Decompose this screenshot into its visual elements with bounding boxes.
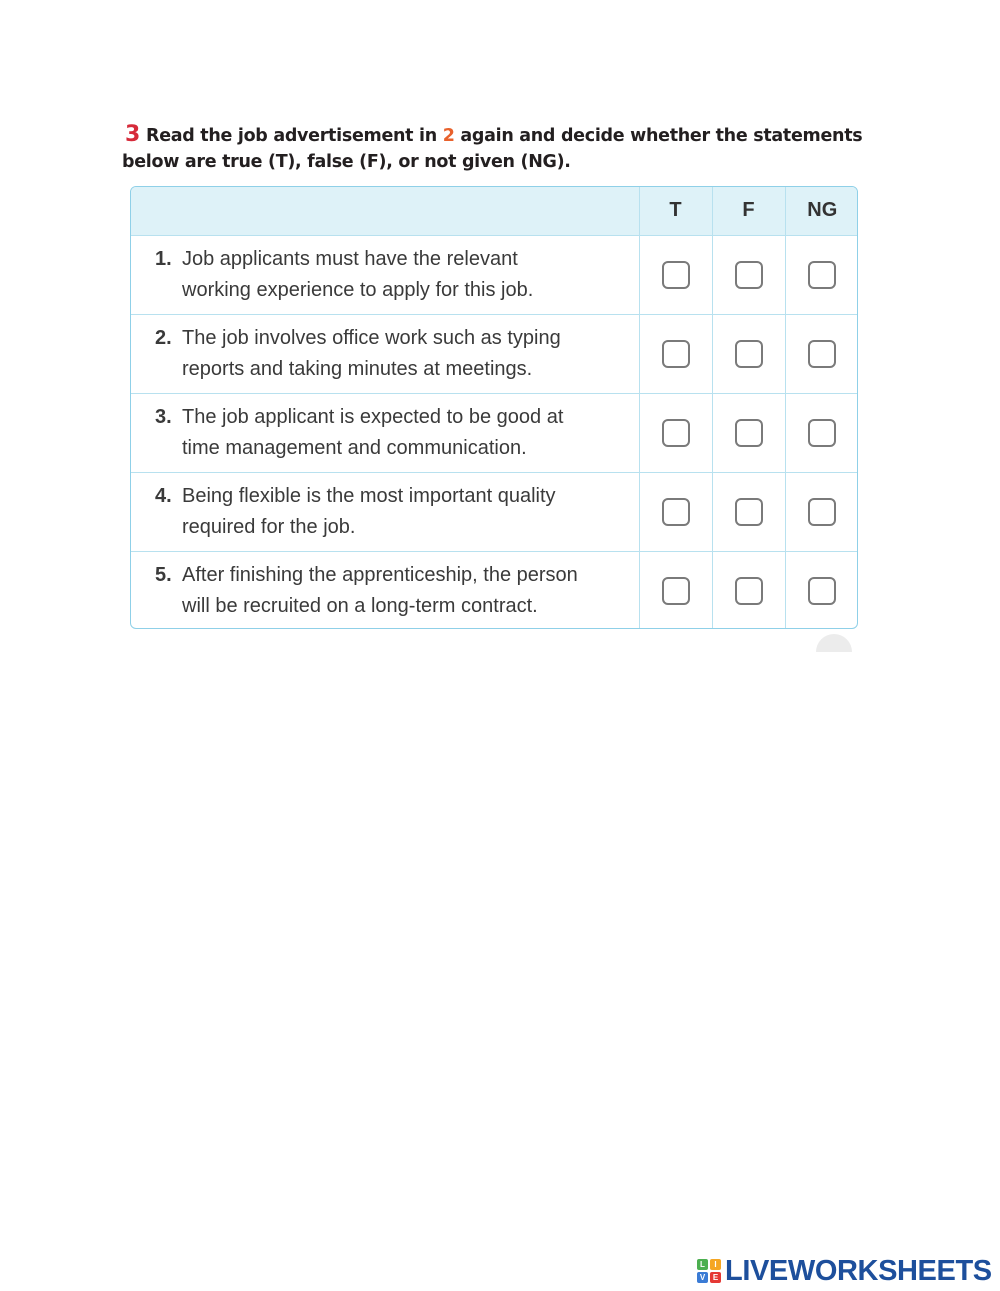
instruction-text-after: again and decide whether the statements below are true (T), false (F), or not given (NG). <box>122 126 863 172</box>
checkbox-false[interactable] <box>735 261 763 289</box>
statement-text <box>182 402 563 464</box>
option-cell-true <box>639 314 712 393</box>
option-cell-true <box>639 472 712 551</box>
option-cell-false <box>712 393 785 472</box>
option-cell-true <box>639 393 712 472</box>
statement-line-2: will be recruited on a long-term contract. <box>182 594 538 617</box>
statement-number: 3. <box>155 405 172 428</box>
logo-mark-letter: E <box>710 1272 721 1283</box>
header-true: T <box>639 187 712 235</box>
option-cell-false <box>712 472 785 551</box>
statement-text <box>182 244 533 306</box>
statement-cell <box>131 314 639 393</box>
header-false: F <box>712 187 785 235</box>
statement-text <box>182 323 561 385</box>
statement-line-2: working experience to apply for this job. <box>182 278 534 301</box>
statement-line-1: The job applicant is expected to be good at <box>182 405 564 428</box>
instruction-text-before: Read the job advertisement in <box>146 126 443 146</box>
checkbox-true[interactable] <box>662 419 690 447</box>
statement-cell <box>131 393 639 472</box>
logo-text: LIVEWORKSHEETS <box>725 1254 992 1287</box>
checkbox-true[interactable] <box>662 577 690 605</box>
logo-mark-letter: I <box>710 1259 721 1270</box>
option-cell-false <box>712 314 785 393</box>
option-cell-false <box>712 551 785 629</box>
logo-mark-icon <box>697 1259 721 1283</box>
option-cell-not-given <box>785 235 858 314</box>
checkbox-true[interactable] <box>662 261 690 289</box>
statement-number: 2. <box>155 326 172 349</box>
option-cell-true <box>639 551 712 629</box>
statement-text <box>182 560 578 622</box>
table-row <box>131 235 858 314</box>
table-row <box>131 472 858 551</box>
exercise-instruction <box>122 122 882 175</box>
option-cell-not-given <box>785 314 858 393</box>
header-statement <box>131 187 639 235</box>
checkbox-not-given[interactable] <box>808 261 836 289</box>
statement-number: 5. <box>155 563 172 586</box>
liveworksheets-logo <box>697 1256 992 1286</box>
exercise-number: 3 <box>125 122 141 147</box>
statement-line-2: required for the job. <box>182 515 356 538</box>
statement-cell <box>131 472 639 551</box>
checkbox-false[interactable] <box>735 577 763 605</box>
statement-line-2: time management and communication. <box>182 436 527 459</box>
statement-line-1: Being flexible is the most important quality <box>182 484 556 507</box>
true-false-table <box>130 186 858 629</box>
checkbox-true[interactable] <box>662 498 690 526</box>
checkbox-false[interactable] <box>735 419 763 447</box>
table-header-row <box>131 187 858 235</box>
checkbox-false[interactable] <box>735 340 763 368</box>
statement-line-1: After finishing the apprenticeship, the person <box>182 563 578 586</box>
statement-cell <box>131 235 639 314</box>
statement-line-1: Job applicants must have the relevant <box>182 247 518 270</box>
option-cell-false <box>712 235 785 314</box>
checkbox-not-given[interactable] <box>808 577 836 605</box>
option-cell-not-given <box>785 472 858 551</box>
logo-mark-letter: L <box>697 1259 708 1270</box>
statement-text <box>182 481 556 543</box>
checkbox-false[interactable] <box>735 498 763 526</box>
checkbox-true[interactable] <box>662 340 690 368</box>
reference-number: 2 <box>442 126 455 146</box>
page-tab-decoration <box>816 634 852 652</box>
option-cell-not-given <box>785 393 858 472</box>
statement-line-1: The job involves office work such as typing <box>182 326 561 349</box>
table-row <box>131 393 858 472</box>
checkbox-not-given[interactable] <box>808 419 836 447</box>
header-not-given: NG <box>785 187 858 235</box>
checkbox-not-given[interactable] <box>808 498 836 526</box>
option-cell-not-given <box>785 551 858 629</box>
statement-number: 4. <box>155 484 172 507</box>
logo-mark-letter: V <box>697 1272 708 1283</box>
statement-cell <box>131 551 639 629</box>
statement-number: 1. <box>155 247 172 270</box>
table-row <box>131 314 858 393</box>
option-cell-true <box>639 235 712 314</box>
statement-line-2: reports and taking minutes at meetings. <box>182 357 533 380</box>
checkbox-not-given[interactable] <box>808 340 836 368</box>
table-row <box>131 551 858 629</box>
